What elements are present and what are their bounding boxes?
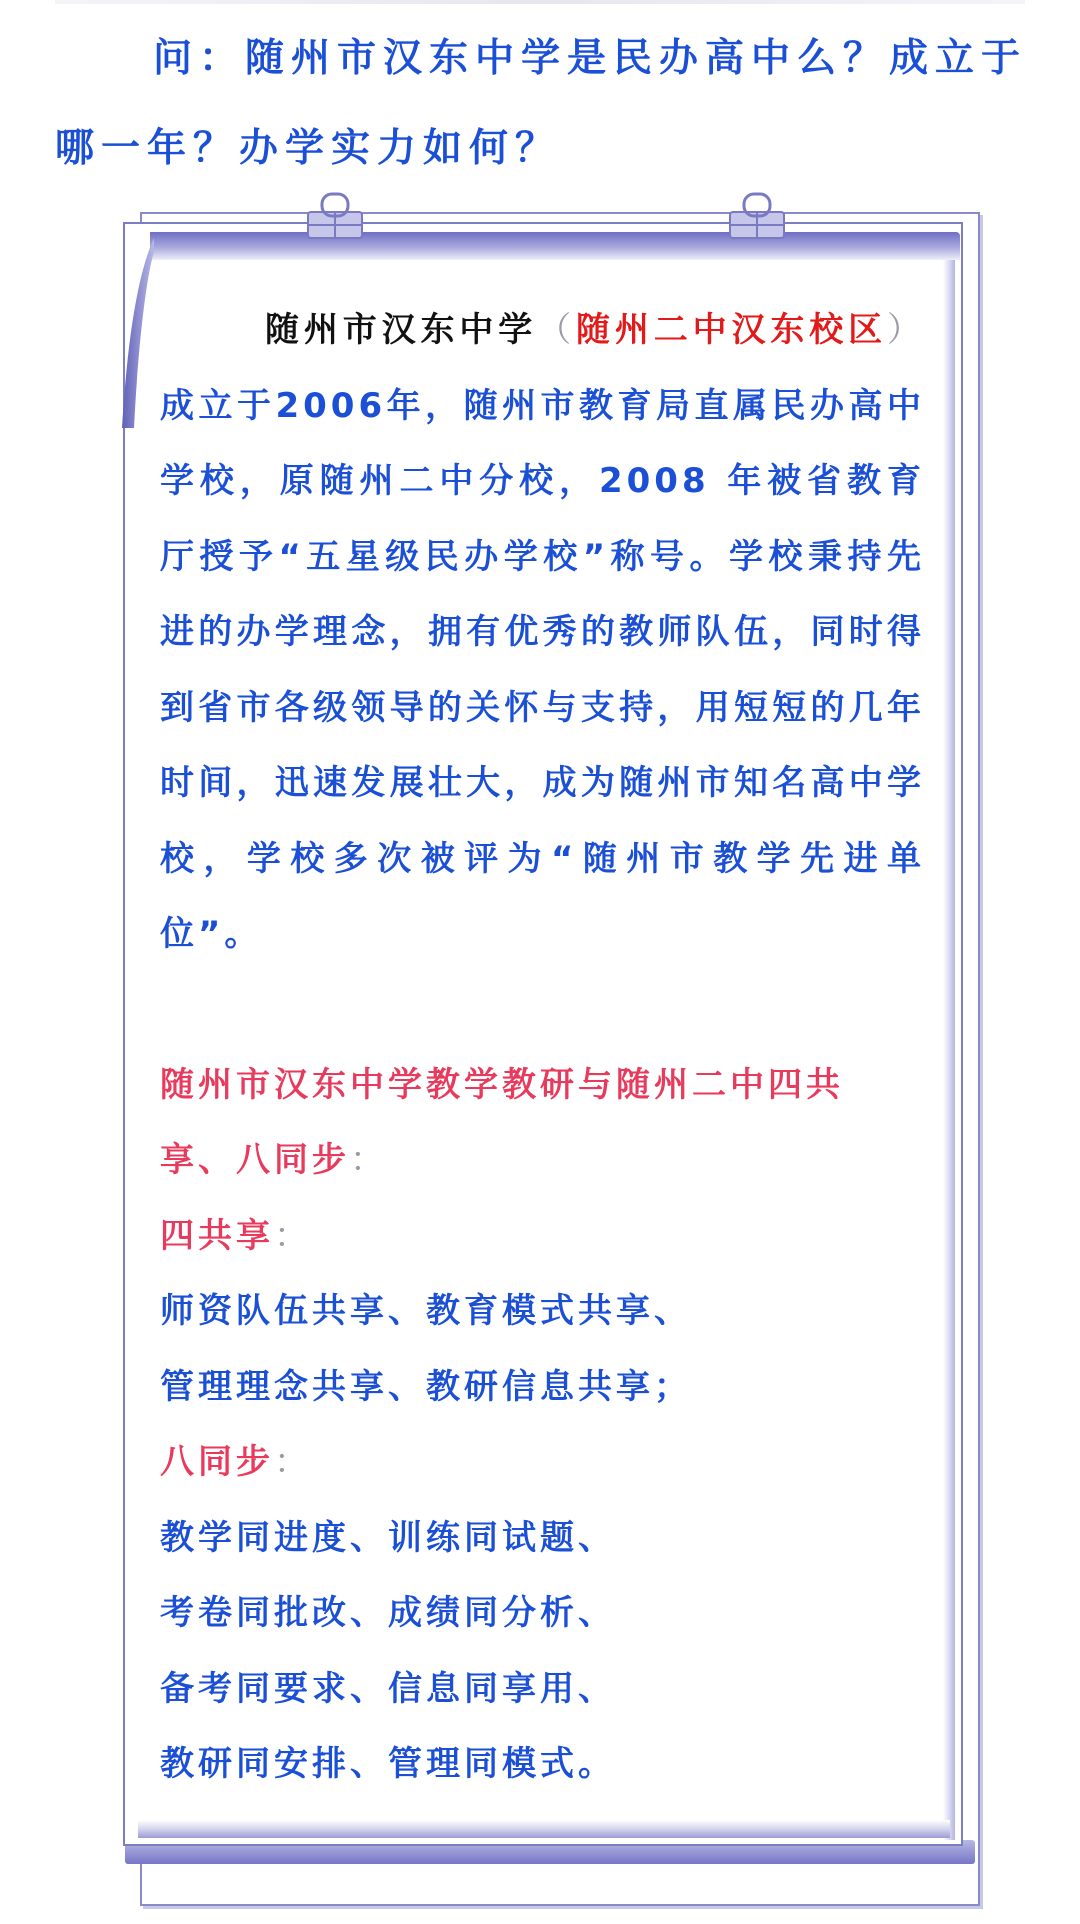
top-divider (55, 0, 1025, 4)
question-text: 问：随州市汉东中学是民办高中么？成立于哪一年？办学实力如何？ (55, 36, 1028, 171)
eight-sync-item: 教研同安排、管理同模式。 (160, 1744, 616, 1784)
open-paren: （ (537, 310, 576, 350)
binder-clip-icon (304, 186, 366, 242)
eight-sync-label: 八同步 (160, 1442, 274, 1482)
eight-sync-item: 备考同要求、信息同享用、 (160, 1668, 616, 1709)
sharing-section (160, 1048, 925, 1803)
eight-sync-item: 考卷同批改、成绩同分析、 (160, 1593, 616, 1633)
paper-right-edge (943, 260, 955, 1840)
close-paren: ） (887, 310, 925, 350)
sharing-heading-colon: ： (350, 1140, 388, 1180)
four-label-wrap (160, 1199, 925, 1275)
intro-body: 成立于2006年，随州市教育局直属民办高中学校，原随州二中分校，2008 年被省教育厅授予“五星级民办学校”称号。学校秉持先进的办学理念，拥有优秀的教师队伍，同时得到省市各级领导的关怀与支持，用短短的几年时间，迅速发展壮大，成为随州市知名高中学校，学校多次被评为“随州市教学先进单位”。 (160, 385, 925, 954)
school-name: 随州市汉东中学 (265, 310, 538, 350)
paper-bottom-edge (138, 1820, 950, 1838)
campus-alias: 随州二中汉东校区 (576, 310, 887, 350)
eight-label-wrap (160, 1425, 925, 1501)
four-share-colon: ： (274, 1215, 312, 1256)
binder-clip-icon (726, 186, 788, 242)
four-share-item: 管理理念共享、教研信息共享； (160, 1366, 692, 1407)
sharing-heading-line1: 随州市汉东中学教学教研与随州二中四共 (160, 1064, 844, 1105)
four-share-label: 四共享 (160, 1215, 274, 1256)
answer-content (160, 293, 925, 1803)
paper-top-band (150, 232, 960, 260)
sharing-heading-line2-wrap (160, 1123, 925, 1199)
four-share-item: 师资队伍共享、教育模式共享、 (160, 1291, 692, 1331)
eight-sync-item: 教学同进度、训练同试题、 (160, 1517, 616, 1558)
sharing-heading-line2: 享、八同步 (160, 1140, 350, 1180)
intro-paragraph (160, 293, 925, 973)
paper-curl (120, 238, 154, 428)
eight-sync-colon: ： (274, 1442, 312, 1482)
